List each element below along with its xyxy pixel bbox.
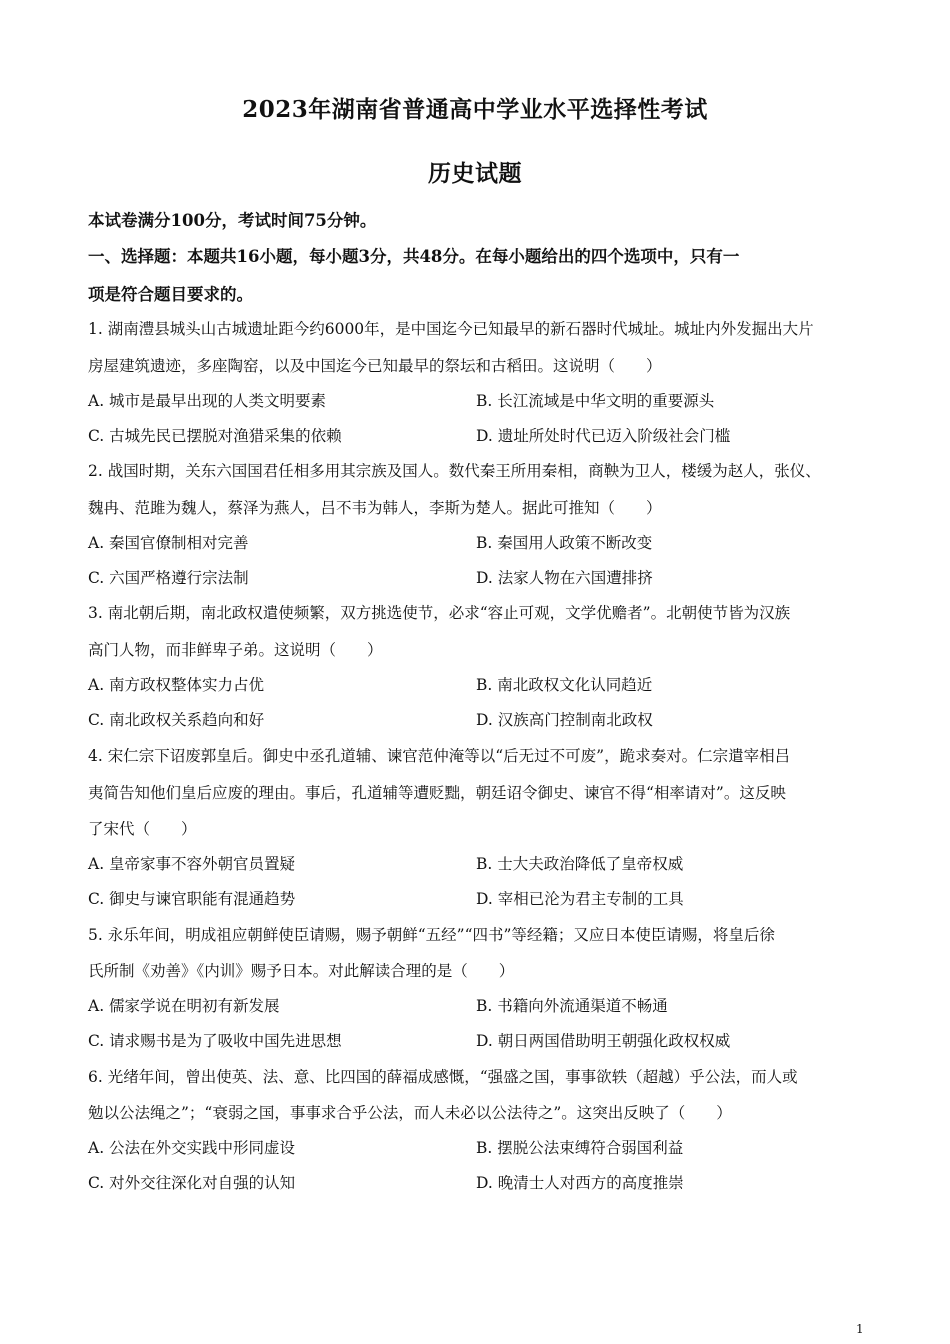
question-3-option-a: A. 南方政权整体实力占优 — [88, 676, 265, 694]
question-6-line-2: 勉以公法绳之”；“衰弱之国，事事求合乎公法，而人未必以公法待之”。这突出反映了（ ） — [88, 1104, 732, 1122]
question-5-line-2: 氏所制《劝善》《内训》赐予日本。对此解读合理的是（ ） — [88, 962, 515, 980]
question-4-line-2: 夷简告知他们皇后应废的理由。事后，孔道辅等遭贬黜，朝廷诏令御史、谏官不得“相率请对”。这反映 — [88, 784, 786, 802]
question-2-option-b: B. 秦国用人政策不断改变 — [476, 534, 653, 552]
exam-intro: 本试卷满分100分，考试时间75分钟。 — [88, 211, 377, 230]
question-3-option-b: B. 南北政权文化认同趋近 — [476, 676, 653, 694]
exam-title: 2023年湖南省普通高中学业水平选择性考试 — [242, 96, 708, 123]
question-2-line-2: 魏冉、范雎为魏人，蔡泽为燕人，吕不韦为韩人，李斯为楚人。据此可推知（ ） — [88, 499, 662, 517]
question-4-option-b: B. 士大夫政治降低了皇帝权威 — [476, 855, 684, 873]
question-4-line-3: 了宋代（ ） — [88, 820, 197, 838]
question-3-line-2: 高门人物，而非鲜卑子弟。这说明（ ） — [88, 641, 383, 659]
question-1-option-d: D. 遗址所处时代已迈入阶级社会门槛 — [476, 427, 731, 445]
question-2-line-1: 2. 战国时期，关东六国国君任相多用其宗族及国人。数代秦王所用秦相，商鞅为卫人，楼缓为赵人，张仪、 — [88, 462, 821, 480]
section-heading-line1: 一、选择题：本题共16小题，每小题3分，共48分。在每小题给出的四个选项中，只有一 — [88, 247, 740, 266]
question-6-option-c: C. 对外交往深化对自强的认知 — [88, 1174, 296, 1192]
question-5-line-1: 5. 永乐年间，明成祖应朝鲜使臣请赐，赐予朝鲜“五经”“四书”等经籍；又应日本使臣请赐，将皇后徐 — [88, 926, 775, 944]
question-6-option-d: D. 晚清士人对西方的高度推崇 — [476, 1174, 684, 1192]
question-6-option-a: A. 公法在外交实践中形同虚设 — [88, 1139, 296, 1157]
question-2-option-d: D. 法家人物在六国遭排挤 — [476, 569, 653, 587]
question-3-line-1: 3. 南北朝后期，南北政权遣使频繁，双方挑选使节，必求“容止可观，文学优赡者”。北朝使节皆为汉族 — [88, 604, 791, 622]
question-5-option-b: B. 书籍向外流通渠道不畅通 — [476, 997, 668, 1015]
question-4-option-a: A. 皇帝家事不容外朝官员置疑 — [88, 855, 296, 873]
question-1-line-1: 1. 湖南澧县城头山古城遗址距今约6000年，是中国迄今已知最早的新石器时代城址。城址内外发掘出大片 — [88, 320, 814, 338]
question-3-option-d: D. 汉族高门控制南北政权 — [476, 711, 653, 729]
subject-title: 历史试题 — [428, 160, 522, 187]
question-6-line-1: 6. 光绪年间，曾出使英、法、意、比四国的薛福成感慨，“强盛之国，事事欲轶（超越）乎公法，而人或 — [88, 1068, 798, 1086]
question-6-option-b: B. 摆脱公法束缚符合弱国利益 — [476, 1139, 684, 1157]
question-3-option-c: C. 南北政权关系趋向和好 — [88, 711, 265, 729]
question-5-option-a: A. 儒家学说在明初有新发展 — [88, 997, 280, 1015]
question-2-option-c: C. 六国严格遵行宗法制 — [88, 569, 249, 587]
question-5-option-d: D. 朝日两国借助明王朝强化政权权威 — [476, 1032, 731, 1050]
question-1-line-2: 房屋建筑遗迹，多座陶窑，以及中国迄今已知最早的祭坛和古稻田。这说明（ ） — [88, 357, 662, 375]
question-1-option-b: B. 长江流域是中华文明的重要源头 — [476, 392, 715, 410]
question-4-line-1: 4. 宋仁宗下诏废郭皇后。御史中丞孔道辅、谏官范仲淹等以“后无过不可废”，跪求奏对。仁宗遣宰相吕 — [88, 747, 791, 765]
section-heading-line2: 项是符合题目要求的。 — [88, 285, 253, 304]
question-1-option-a: A. 城市是最早出现的人类文明要素 — [88, 392, 327, 410]
question-4-option-d: D. 宰相已沦为君主专制的工具 — [476, 890, 684, 908]
question-4-option-c: C. 御史与谏官职能有混通趋势 — [88, 890, 296, 908]
page-number: 1 — [856, 1322, 864, 1336]
question-5-option-c: C. 请求赐书是为了吸收中国先进思想 — [88, 1032, 342, 1050]
question-1-option-c: C. 古城先民已摆脱对渔猎采集的依赖 — [88, 427, 342, 445]
question-2-option-a: A. 秦国官僚制相对完善 — [88, 534, 249, 552]
